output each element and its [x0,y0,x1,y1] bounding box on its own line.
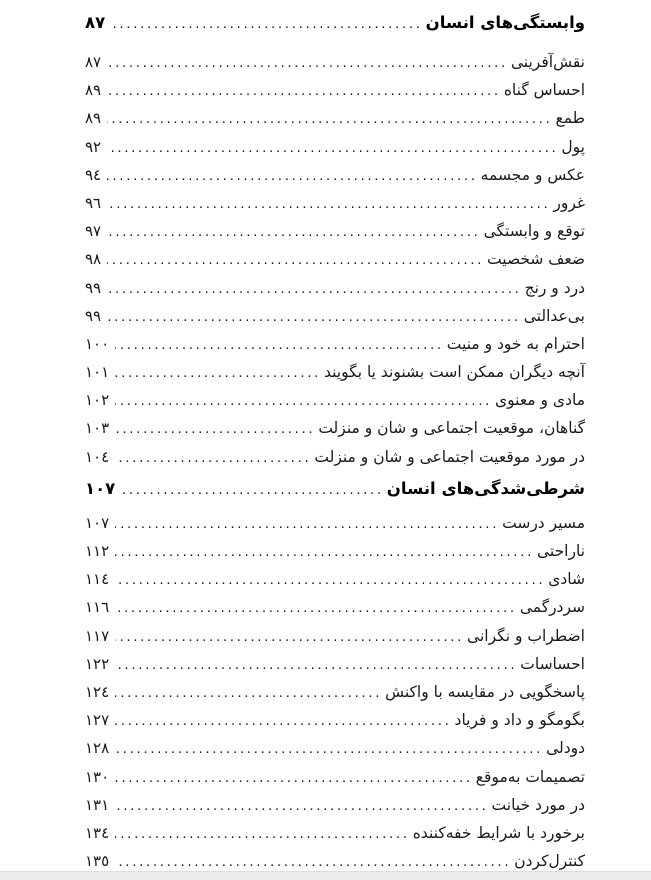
dot-leader [115,826,410,842]
toc-entry-title: احترام به خود و منیت [446,334,585,353]
toc-entry[interactable] [85,824,585,852]
toc-entry[interactable] [85,307,585,335]
toc-section-heading[interactable] [85,479,585,509]
toc-entry-page-number: ١١٤ [85,570,110,589]
toc-section [85,479,585,880]
toc-entry-page-number: ١٠٣ [85,419,110,438]
dot-leader [115,770,473,786]
toc-entry-title: در مورد خیانت [491,795,585,814]
toc-entry-page-number: ٨٧ [85,53,102,71]
toc-section-heading-page-number: ٨٧ [85,13,106,32]
toc-entry-page-number: ١٣٥ [85,852,110,871]
toc-entry[interactable] [85,81,585,109]
toc-entry[interactable] [85,683,585,711]
dot-leader [107,309,521,325]
dot-leader [115,544,534,560]
toc-entry-page-number: ٩٤ [85,165,102,184]
dot-leader [115,572,545,588]
dot-leader [115,685,382,701]
toc-entry[interactable] [85,419,585,447]
toc-entry[interactable] [85,711,585,739]
toc-entry-title: بگومگو و داد و فریاد [454,711,585,730]
dot-leader [115,854,511,870]
toc-entry-page-number: ١١٢ [85,542,110,560]
toc-entry[interactable] [85,627,585,655]
toc-entry-page-number: ١٣٠ [85,767,110,786]
toc-entry-title: آنچه دیگران ممکن است بشنوند یا بگویند [324,363,585,382]
toc-section [85,13,585,476]
page-bottom-edge [0,871,651,880]
toc-entry-title: ناراحتی [536,542,585,560]
toc-entry[interactable] [85,250,585,278]
dot-leader [115,600,517,616]
toc-entry[interactable] [85,166,585,194]
toc-entry-page-number: ١٢٨ [85,739,110,758]
toc-entry[interactable] [85,138,585,166]
dot-leader [115,516,499,532]
toc-entry[interactable] [85,109,585,137]
dot-leader [115,393,492,409]
toc-entry-title: مسیر درست [502,513,585,532]
toc-entry-title: دودلی [546,739,585,758]
dot-leader [107,252,484,268]
toc-entry-page-number: ٩٩ [85,306,102,325]
dot-leader [115,337,444,353]
toc-entry-page-number: ١٣٤ [85,823,110,842]
dot-leader [107,168,478,184]
toc-entry-page-number: ١٠٢ [85,391,110,410]
dot-leader [115,365,321,381]
dot-leader [115,798,488,814]
toc-entry[interactable] [85,570,585,598]
toc-entry-title: طمع [555,109,585,128]
toc-entry-page-number: ١٠٧ [85,513,110,532]
toc-entry[interactable] [85,53,585,81]
toc-entry-page-number: ١٣١ [85,795,110,814]
toc-entry-title: پول [561,137,585,156]
toc-entry-title: کنترل‌کردن [514,852,585,871]
toc-entry[interactable] [85,514,585,542]
toc-entry-title: گناهان، موقعیت اجتماعی و شان و منزلت [318,419,585,438]
toc-entry-page-number: ١١٦ [85,598,110,617]
toc-section-heading-title: شرطی‌شدگی‌های انسان [386,478,585,498]
dot-leader [107,281,521,297]
dot-leader [115,741,543,757]
dot-leader [107,196,550,212]
toc-entry-title: شادی [548,570,585,589]
dot-leader [107,83,501,99]
toc-entry[interactable] [85,542,585,570]
toc-entry[interactable] [85,768,585,796]
toc-entry-page-number: ٩٨ [85,250,102,269]
toc-entry[interactable] [85,598,585,626]
toc-entry-title: درد و رنج [524,278,585,297]
toc-entry-page-number: ٩٦ [85,193,102,212]
toc-entry[interactable] [85,655,585,683]
toc-entry-page-number: ١٠١ [85,363,110,382]
toc-entry-page-number: ١٠٤ [85,447,110,466]
toc-entry-title: بی‌عدالتی [523,306,585,325]
toc-entry-page-number: ١٠٠ [85,334,110,353]
toc-entry[interactable] [85,448,585,476]
toc-entry-page-number: ٩٧ [85,222,102,241]
toc-entry-page-number: ٨٩ [85,81,102,100]
dot-leader [107,111,552,127]
toc-entry-title: نقش‌آفرینی [510,53,585,71]
dot-leader [115,713,451,729]
toc-entry-page-number: ٩٢ [85,137,102,156]
toc-entry-title: سردرگمی [519,598,585,617]
toc-entry-page-number: ٨٩ [85,109,102,128]
toc-entry-title: تصمیمات به‌موقع [475,767,585,786]
toc-entry-title: توقع و وابستگی [483,222,585,241]
toc-entry[interactable] [85,279,585,307]
toc-entry-title: غرور [553,193,585,212]
dot-leader [115,629,464,645]
toc-entry-title: مادی و معنوی [495,391,585,410]
toc-entry-page-number: ١٢٤ [85,682,110,701]
toc-section-heading-title: وابستگی‌های انسان [425,13,585,32]
toc-entry[interactable] [85,796,585,824]
toc-entry[interactable] [85,391,585,419]
toc-entry-title: احساسات [520,654,585,673]
dot-leader [115,421,315,437]
dot-leader [111,16,422,32]
toc-section-heading-page-number: ١٠٧ [85,478,116,498]
toc-entry-page-number: ١١٧ [85,626,110,645]
toc-entry[interactable] [85,222,585,250]
dot-leader [121,482,384,498]
toc-entry[interactable] [85,194,585,222]
toc-entry-title: اضطراب و نگرانی [467,626,585,645]
dot-leader [115,450,311,466]
toc-entry-page-number: ١٢٧ [85,711,110,730]
dot-leader [115,657,517,673]
toc-entry-title: پاسخگویی در مقایسه با واکنش [385,682,585,701]
toc-entry-page-number: ٩٩ [85,278,102,297]
toc-entry-title: برخورد با شرایط خفه‌کننده [412,823,585,842]
toc-entry-page-number: ١٢٢ [85,654,110,673]
toc-entry-title: احساس گناه [503,81,585,100]
toc-entry[interactable] [85,739,585,767]
dot-leader [107,55,508,71]
dot-leader [107,224,480,240]
toc-entry[interactable] [85,363,585,391]
toc-entry-title: در مورد موقعیت اجتماعی و شان و منزلت [314,447,585,466]
toc-section-heading[interactable] [85,13,585,43]
dot-leader [107,140,558,156]
toc-entry[interactable] [85,335,585,363]
toc-entry-title: ضعف شخصیت [487,250,585,269]
toc-entry-title: عکس و مجسمه [480,165,585,184]
